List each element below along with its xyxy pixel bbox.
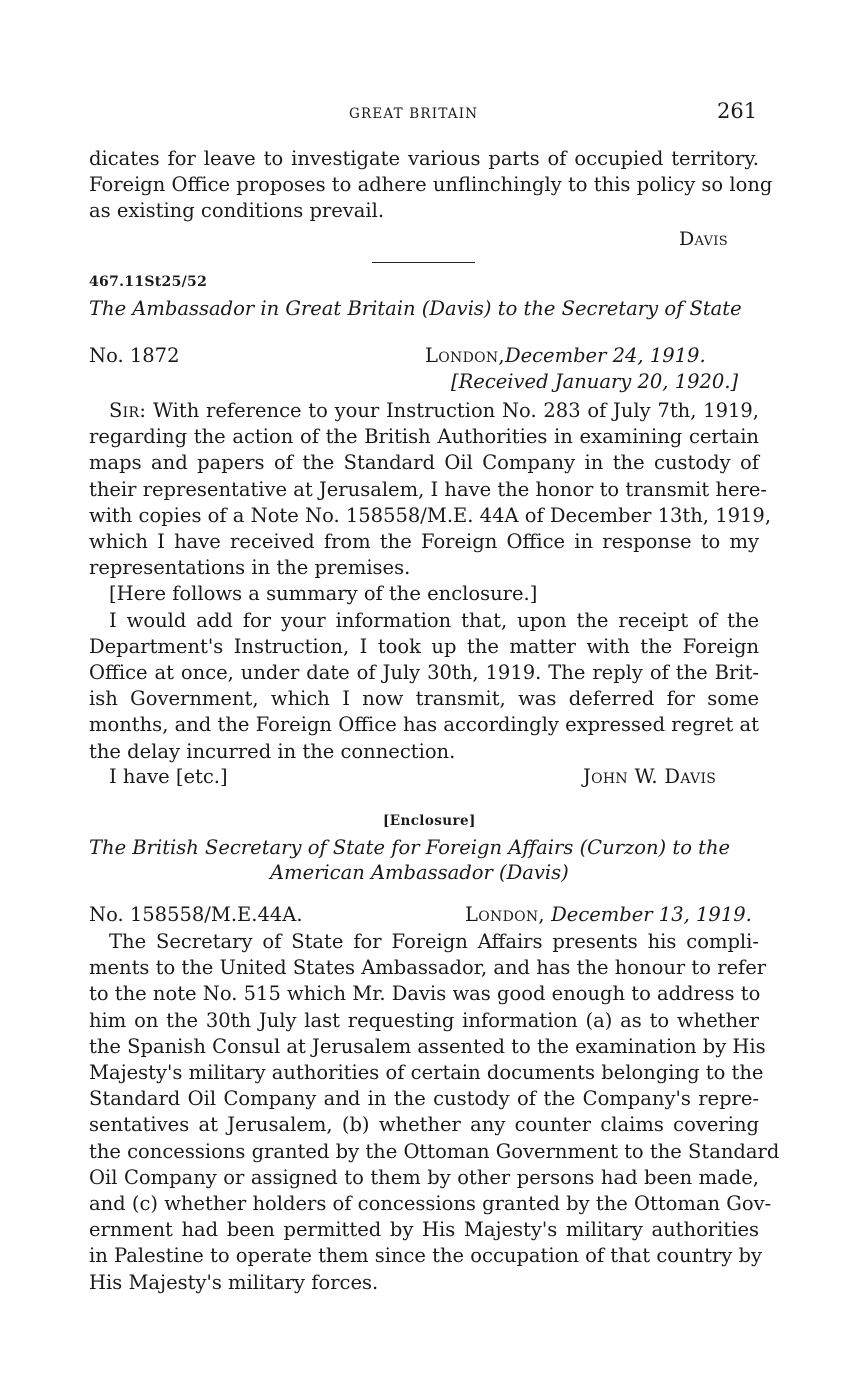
file-reference: 467.11St25/52 xyxy=(89,274,208,290)
text-line: and (c) whether holders of concessions granted by the Ottoman Gov- xyxy=(89,1192,772,1216)
document-title: The Ambassador in Great Britain (Davis) to the Secretary of State xyxy=(89,297,742,320)
text-line: the delay incurred in the connection. xyxy=(89,739,456,763)
text-line: representations in the premises. xyxy=(89,556,411,580)
text-line: regarding the action of the British Authorities in examining certain xyxy=(89,425,759,449)
running-head: GREAT BRITAIN xyxy=(349,106,479,122)
text-line: The Secretary of State for Foreign Affairs presents his compli- xyxy=(109,930,759,953)
dateline-date: December 24, 1919. xyxy=(504,344,706,367)
text-line: to the note No. 515 which Mr. Davis was good enough to address to xyxy=(89,982,761,1006)
text-line: ish Government, which I now transmit, was deferred for some xyxy=(89,687,759,711)
text-line: him on the 30th July last requesting information (a) as to whether xyxy=(89,1008,759,1032)
text-line: months, and the Foreign Office has accordingly expressed regret at xyxy=(89,713,759,737)
page-number: 261 xyxy=(717,99,758,123)
text-line: sentatives at Jerusalem, (b) whether any counter claims covering xyxy=(89,1113,759,1137)
text-line: the Spanish Consul at Jerusalem assented to the examination by His xyxy=(89,1034,766,1058)
text-line: as existing conditions prevail. xyxy=(89,199,385,223)
text-line: Office at once, under date of July 30th, 1919. The reply of the Brit- xyxy=(89,661,759,685)
closing: I have [etc.] xyxy=(109,765,228,788)
signature: John W. Davis xyxy=(583,765,717,788)
text-line: Majesty's military authorities of certain documents belonging to the xyxy=(89,1061,764,1085)
letter-body xyxy=(89,398,772,765)
dateline-place: London, xyxy=(465,903,545,926)
text-line: Standard Oil Company and in the custody of the Company's repre- xyxy=(89,1087,759,1111)
text-line: Oil Company or assigned to them by other persons had been made, xyxy=(89,1165,759,1189)
text-line: with copies of a Note No. 158558/M.E. 44A of December 13th, 1919, xyxy=(89,503,772,527)
text-line: Foreign Office proposes to adhere unflinchingly to this policy so long xyxy=(89,173,773,197)
text-line: Department's Instruction, I took up the matter with the Foreign xyxy=(89,634,759,658)
salutation: Sir: xyxy=(109,399,147,422)
previous-document-text xyxy=(89,146,773,225)
text-line: Sir: With reference to your Instruction No. 283 of July 7th, 1919, xyxy=(109,399,759,422)
section-divider xyxy=(372,262,475,263)
text-line: maps and papers of the Standard Oil Company in the custody of xyxy=(89,451,759,475)
enclosure-number: No. 158558/M.E.44A. xyxy=(89,903,303,926)
enclosure-body xyxy=(89,929,780,1296)
text-line: the concessions granted by the Ottoman Government to the Standard xyxy=(89,1139,780,1163)
text-line: ments to the United States Ambassador, and has the honour to refer xyxy=(89,956,767,980)
editorial-note: [Here follows a summary of the enclosure.] xyxy=(109,582,538,606)
previous-signature: Davis xyxy=(679,228,728,250)
enclosure-title-line-2: American Ambassador (Davis) xyxy=(270,861,569,884)
text-line: ernment had been permitted by His Majesty's military authorities xyxy=(89,1218,759,1242)
text-line: in Palestine to operate them since the occupation of that country by xyxy=(89,1244,762,1268)
received-date: [Received January 20, 1920.] xyxy=(451,370,739,393)
enclosure-label: [Enclosure] xyxy=(383,813,476,829)
text-line: I would add for your information that, upon the receipt of the xyxy=(109,608,759,632)
document-number: No. 1872 xyxy=(89,344,180,367)
dateline-date: December 13, 1919. xyxy=(551,903,752,926)
dateline-place: London, xyxy=(425,344,505,367)
enclosure-title-line-1: The British Secretary of State for Foreign Affairs (Curzon) to the xyxy=(89,836,731,859)
text-line: which I have received from the Foreign Office in response to my xyxy=(89,530,759,554)
text-line: dicates for leave to investigate various parts of occupied territory. xyxy=(89,147,759,170)
text-line: their representative at Jerusalem, I have the honor to transmit here- xyxy=(89,477,768,501)
dateline xyxy=(425,344,706,367)
text-line: His Majesty's military forces. xyxy=(89,1270,379,1294)
enclosure-dateline xyxy=(465,903,752,926)
